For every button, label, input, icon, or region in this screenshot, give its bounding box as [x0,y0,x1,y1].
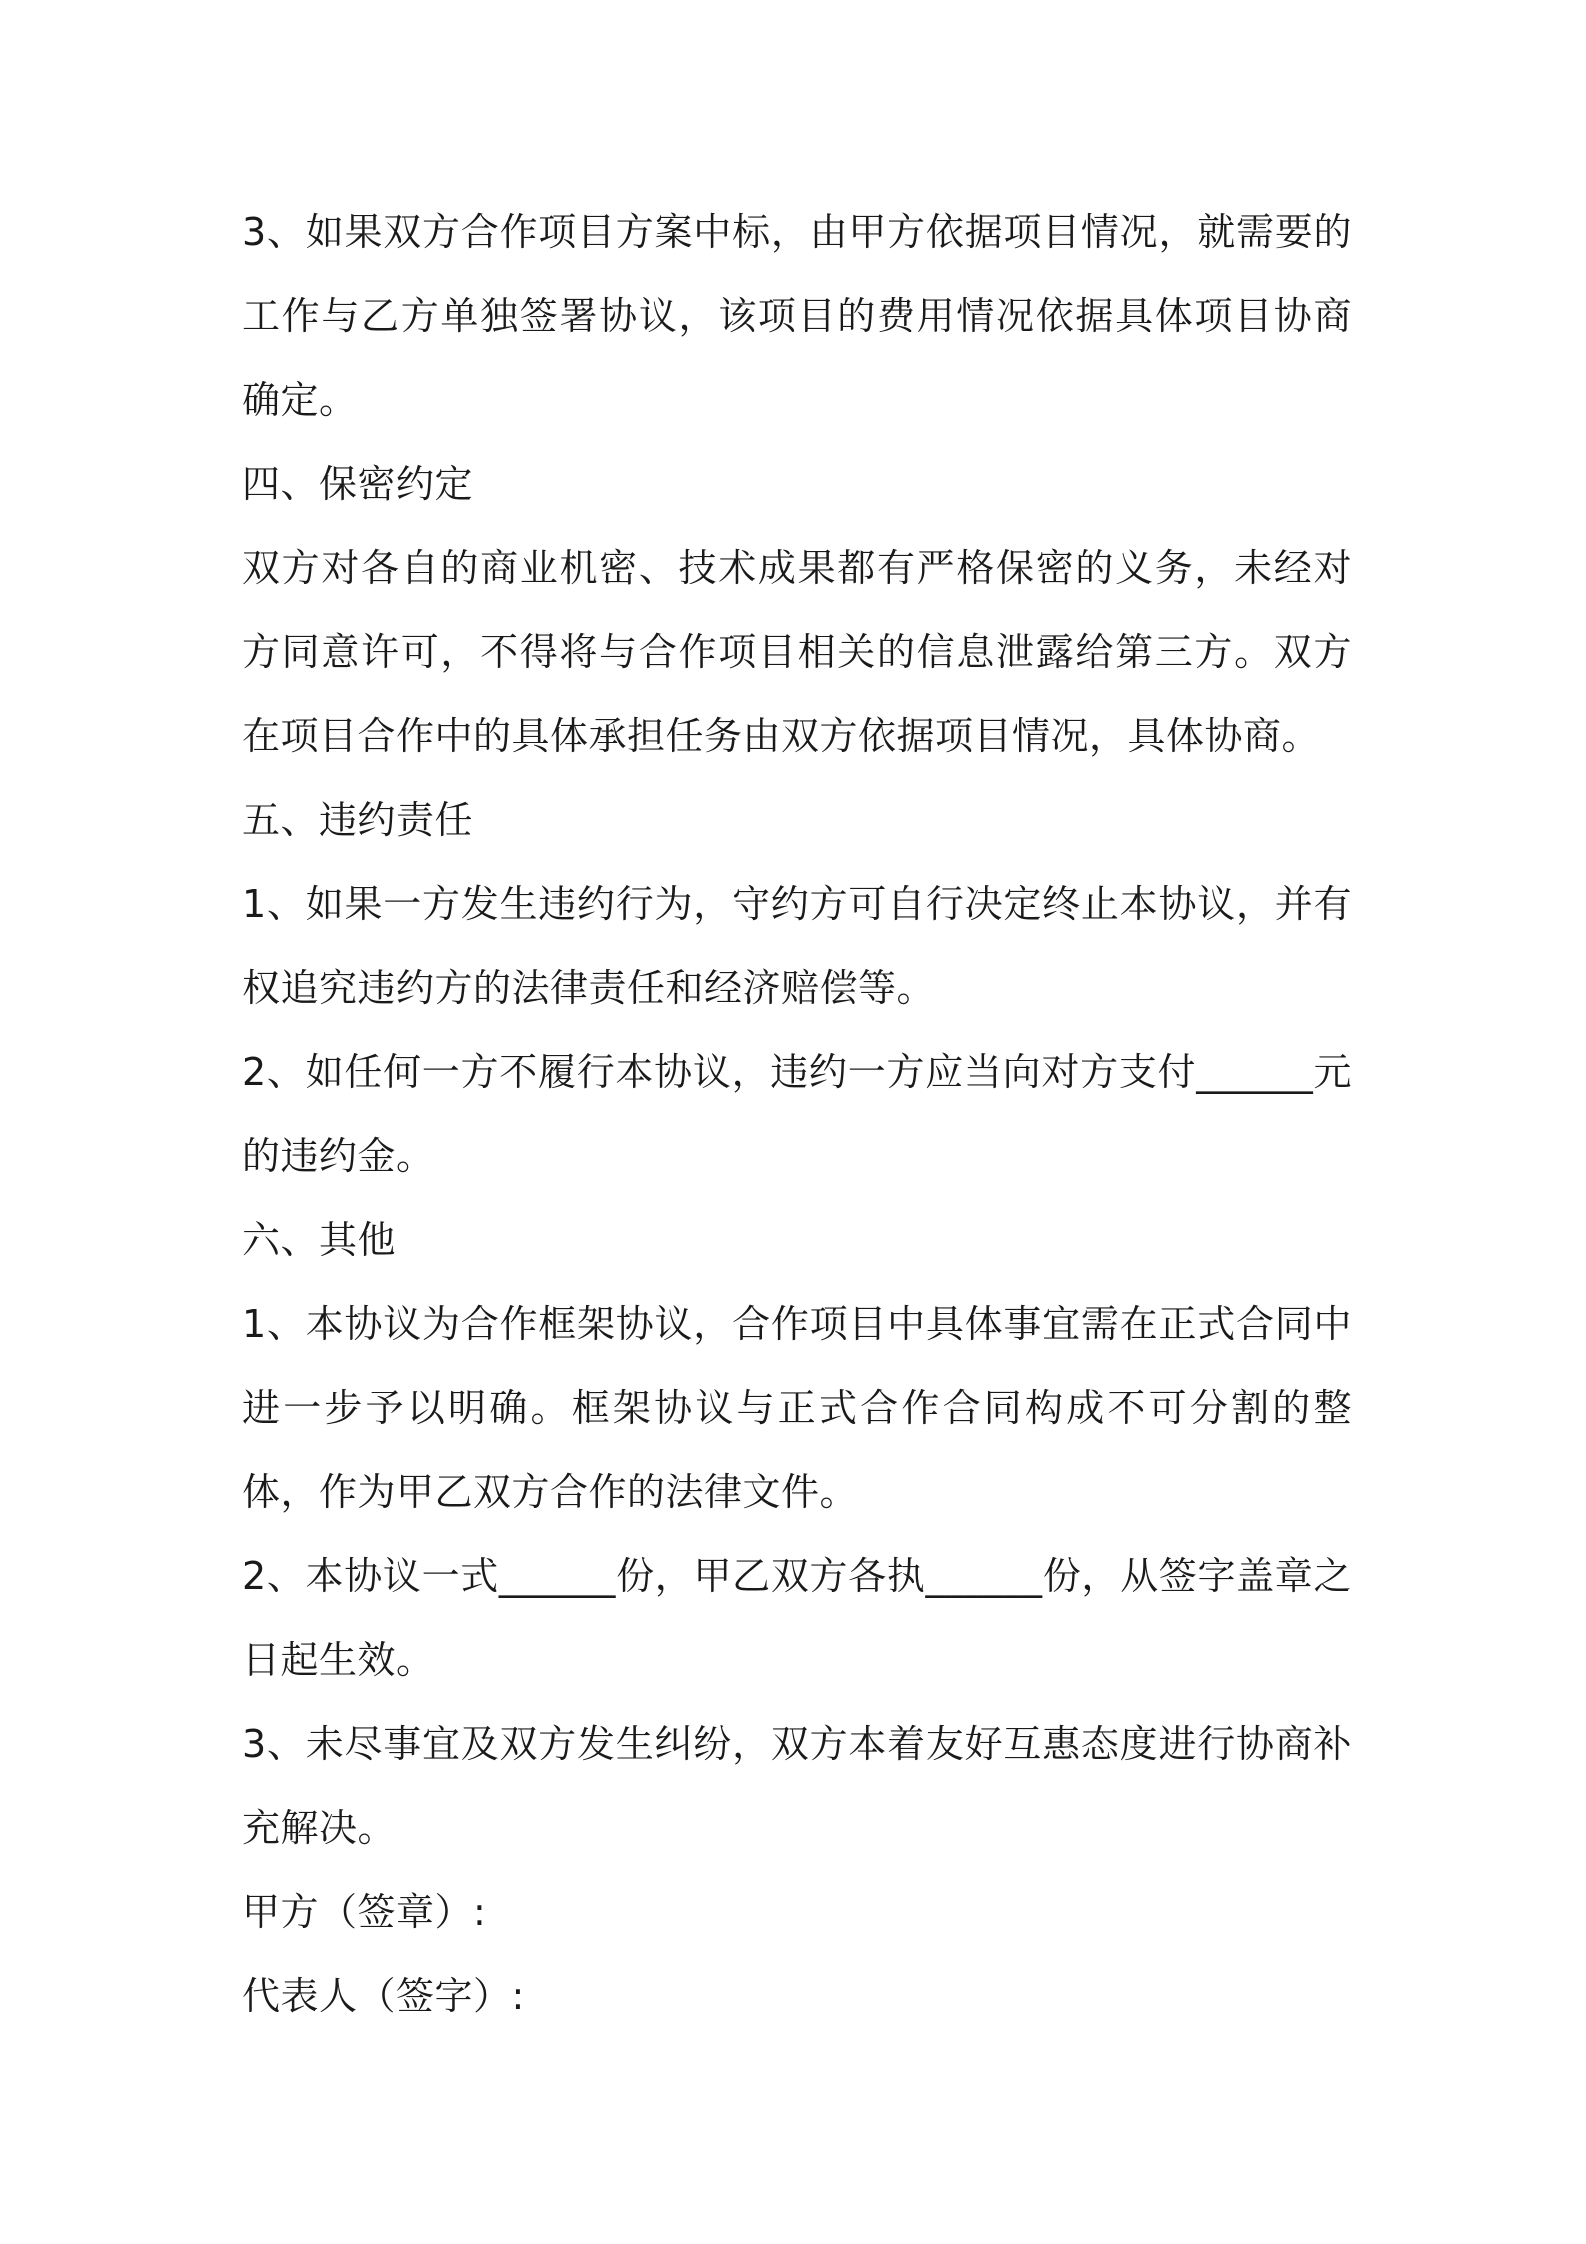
section-heading-other: 六、其他 [242,1218,397,1262]
document-body [242,190,1352,2038]
breach-clause-1: 1、如果一方发生违约行为，守约方可自行决定终止本协议，并有权追究违约方的法律责任和经济赔偿等。 [242,882,1352,1010]
breach-clause-2: 2、如任何一方不履行本协议，违约一方应当向对方支付______元的违约金。 [242,1050,1352,1178]
other-clause-1: 1、本协议为合作框架协议，合作项目中具体事宜需在正式合同中进一步予以明确。框架协议与正式合作合同构成不可分割的整体，作为甲乙双方合作的法律文件。 [242,1302,1352,1514]
representative-signature-line: 代表人（签字）: [242,1974,525,2018]
other-clause-2: 2、本协议一式______份，甲乙双方各执______份，从签字盖章之日起生效。 [242,1554,1352,1682]
party-a-seal-line: 甲方（签章）: [242,1890,487,1934]
confidentiality-clause: 双方对各自的商业机密、技术成果都有严格保密的义务，未经对方同意许可，不得将与合作项目相关的信息泄露给第三方。双方在项目合作中的具体承担任务由双方依据项目情况，具体协商。 [242,546,1352,758]
section-heading-breach-liability: 五、违约责任 [242,798,474,842]
section-heading-confidentiality: 四、保密约定 [242,462,474,506]
other-clause-3: 3、未尽事宜及双方发生纠纷，双方本着友好互惠态度进行协商补充解决。 [242,1722,1352,1850]
clause-3-bid-agreement: 3、如果双方合作项目方案中标，由甲方依据项目情况，就需要的工作与乙方单独签署协议，该项目的费用情况依据具体项目协商确定。 [242,210,1352,422]
